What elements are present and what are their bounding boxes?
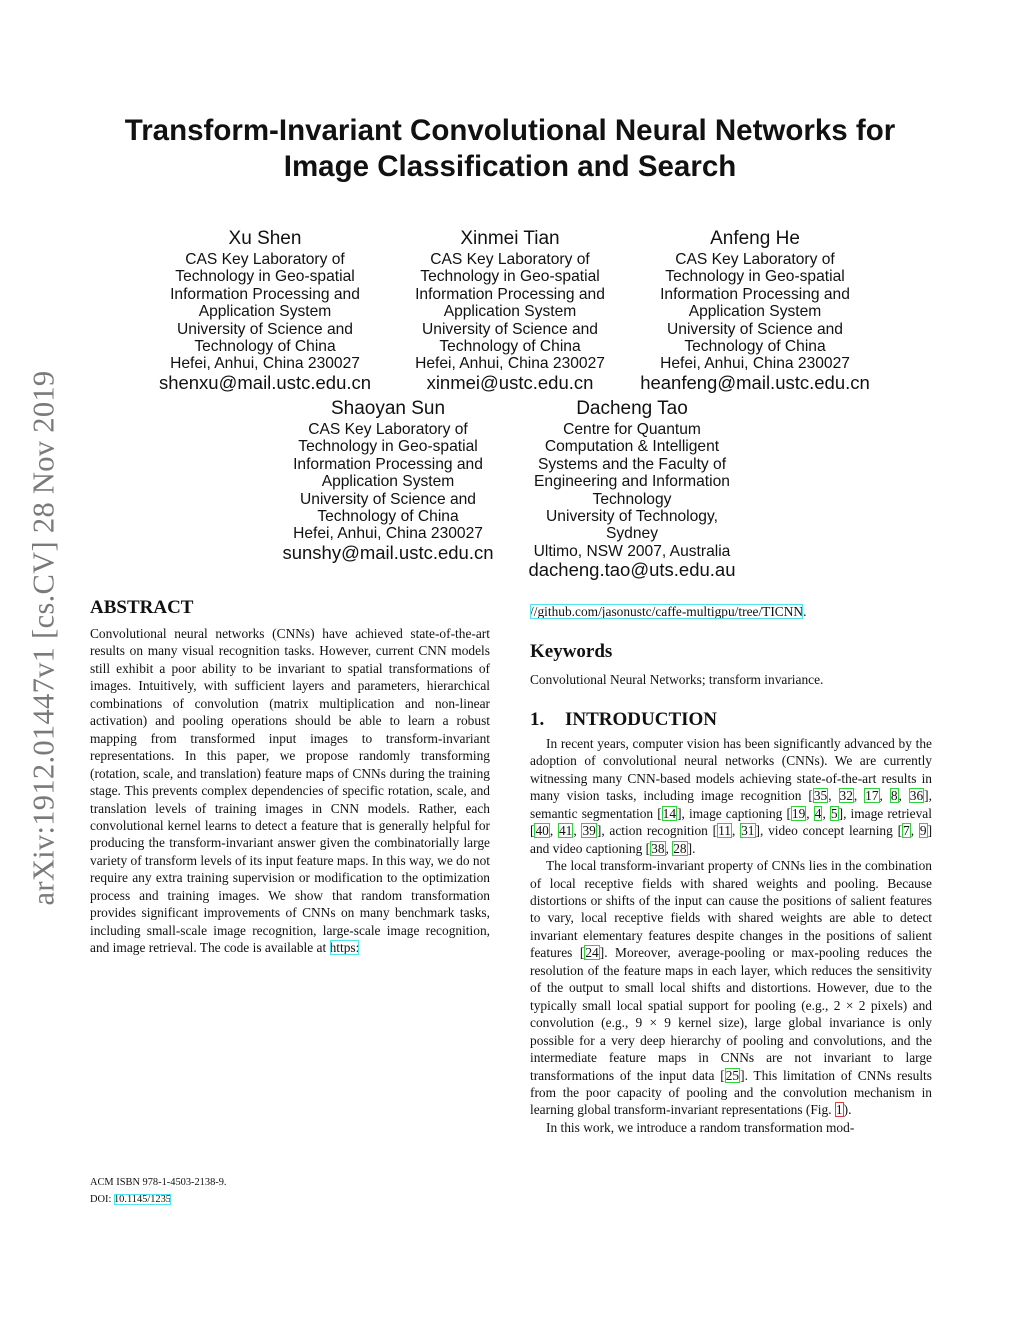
citation[interactable]: 25 (725, 1067, 740, 1083)
figure-reference[interactable]: 1 (835, 1102, 843, 1118)
author-name: Xu Shen (228, 228, 302, 249)
title-line-2: Image Classification and Search (283, 150, 737, 183)
affiliation-line: Application System (443, 303, 577, 321)
author-name: Dacheng Tao (576, 398, 688, 419)
text-run: , image retrieval (843, 805, 932, 821)
citation[interactable]: 41 (558, 823, 573, 839)
affiliation-line: Technology in Geo-spatial (175, 268, 355, 286)
affiliation-line: Engineering and Information (534, 473, 730, 491)
citation[interactable]: 40 (535, 823, 549, 839)
affiliation-line: Centre for Quantum (563, 421, 701, 438)
affiliation-line: University of Science and (422, 320, 598, 338)
affiliation-line: Technology in Geo-spatial (420, 268, 600, 286)
arxiv-identifier-stamp: arXiv:1912.01447v1 [cs.CV] 28 Nov 2019 (26, 370, 61, 906)
author-name: Xinmei Tian (460, 228, 560, 249)
text-run: , action recognition (601, 823, 713, 839)
author-email[interactable]: sunshy@mail.ustc.edu.cn (282, 541, 494, 563)
abstract-heading: ABSTRACT (90, 597, 194, 618)
author-block-xu-shen (150, 228, 380, 393)
affiliation-line: Information Processing and (170, 285, 360, 303)
footnote (90, 1174, 470, 1208)
text-run: . This limitation of CNNs results from the poor capacity of pooling and the convolution mechanism in learning global transform-invariant representations (Fig. (530, 1067, 932, 1118)
author-email[interactable]: shenxu@mail.ustc.edu.cn (158, 371, 372, 393)
author-block-shaoyan-sun (273, 398, 503, 563)
citation[interactable]: 4 (814, 805, 822, 821)
affiliation-line: CAS Key Laboratory of (308, 421, 468, 438)
isbn-line: ACM ISBN 978-1-4503-2138-9. (90, 1177, 227, 1188)
affiliation-line: Hefei, Anhui, China 230027 (293, 525, 483, 543)
text-run: and video captioning (530, 840, 646, 856)
affiliation-line: Hefei, Anhui, China 230027 (660, 355, 850, 373)
citation[interactable]: 28 (673, 840, 687, 856)
text-run: ). (843, 1102, 852, 1118)
author-name: Shaoyan Sun (330, 398, 446, 419)
text-run: , video concept learning (759, 823, 898, 839)
affiliation-line: Technology of China (439, 338, 581, 356)
abstract-text: Convolutional neural networks (CNNs) have achieved state-of-the-art results on many visual recognition tasks. However, current CNN models still exhibit a poor ability to be invariant to spatial transformations of images. Intuitively, with sufficient layers and parameters, hierarchical combinations of convolution (matrix multiplication and non-linear activation) and pooling operations should be able to learn a robust mapping from transformed input images to transform-invariant representations. In this paper, we propose randomly transforming (rotation, scale, and translation) feature maps of CNNs during the training stage. This prevents complex dependencies of specific rotation, scale, and translation levels of training images in CNN models. Rather, each convolutional kernel learns to detect a feature that is generally helpful for producing the transform-invariant answer given the combinatorially large variety of transform levels of its input feature maps. In this way, we do not require any extra training supervision or modification to the optimization process and training images. We show that random transformation provides significant improvements of CNNs on many benchmark tasks, including small-scale image recognition, large-scale image recognition, and image retrieval. The code is available at (90, 626, 491, 956)
affiliation-line: Technology of China (317, 508, 459, 526)
citation[interactable]: 7 (903, 823, 910, 839)
citation[interactable]: 36 (909, 788, 924, 804)
code-link-part2[interactable]: //github.com/jasonustc/caffe-multigpu/tree/TICNN (530, 604, 804, 619)
affiliation-line: CAS Key Laboratory of (430, 251, 590, 268)
author-email[interactable]: dacheng.tao@uts.edu.au (528, 559, 736, 581)
affiliation-line: Hefei, Anhui, China 230027 (170, 355, 360, 373)
text-run: , image captioning (681, 805, 787, 821)
author-block-dacheng-tao (517, 398, 747, 580)
citation[interactable]: 17 (865, 788, 879, 804)
intro-paragraph-1: In recent years, computer vision has been significantly advanced by the adoption of convolutional neural networks (CNNs). We are currently witnessing many CNN-based models achieving state-of-the-art results in many vision tasks, including image recognition [35, 32, 17, 8, 36], semantic segmentation [14], image captioning [19, 4, 5], image retrieval [40, 41, 39], action recognition [11, 31], video concept learning [7, 9] and video captioning [38, 28]. (530, 735, 933, 856)
right-column (530, 603, 932, 1136)
text-run: . (692, 840, 696, 856)
citation[interactable]: 19 (791, 805, 806, 821)
paper-title (90, 113, 930, 185)
affiliation-line: Hefei, Anhui, China 230027 (415, 355, 605, 373)
affiliation-line: Sydney (605, 525, 658, 543)
citation[interactable]: 14 (662, 805, 677, 821)
affiliation-line: University of Technology, (546, 508, 718, 526)
citation[interactable]: 39 (582, 823, 596, 839)
author-name: Anfeng He (710, 228, 800, 249)
affiliation-line: Computation & Intelligent (544, 438, 720, 456)
left-column (90, 596, 490, 957)
text-run: In recent years, computer vision has been significantly advanced by the adoption of convolutional neural networks (CNNs). We are currently witnessing many CNN-based models achieving state-of-the-art results in many vision tasks, including image recognition (530, 735, 932, 804)
text-run: The local transform-invariant property of CNNs lies in the combination of local receptive fields with shared weights and pooling. Because distortions or shifts of the input can cause the positions of salient features to vary, local receptive fields with shared weights are able to detect invariant elementary features despite changes in the positions of salient features (530, 858, 932, 961)
affiliation-line: CAS Key Laboratory of (185, 251, 345, 268)
affiliation-line: CAS Key Laboratory of (675, 251, 835, 268)
citation[interactable]: 38 (651, 840, 665, 856)
citation[interactable]: 5 (830, 805, 838, 821)
code-link-period: . (803, 604, 807, 619)
author-email[interactable]: heanfeng@mail.ustc.edu.cn (640, 371, 870, 393)
affiliation-line: University of Science and (177, 320, 353, 338)
affiliation-line: Information Processing and (660, 285, 850, 303)
affiliation-line: Technology of China (684, 338, 826, 356)
citation[interactable]: 24 (585, 945, 599, 961)
citation[interactable]: 31 (741, 823, 755, 839)
citation[interactable]: 32 (839, 788, 853, 804)
intro-paragraph-3: In this work, we introduce a random transformation mod- (546, 1119, 855, 1135)
citation[interactable]: 35 (813, 788, 828, 804)
citation[interactable]: 11 (718, 823, 731, 839)
section-number: 1. (530, 708, 545, 730)
author-block-xinmei-tian (395, 228, 625, 393)
text-run: . Moreover, average-pooling or max-pooling reduces the resolution of the feature maps in each layer, which reduces the sensitivity of the output to small local shifts and distortions. However, due to the typically small local spatial support for pooling (e.g., 2 × 2 pixels) and convolution (e.g., 9 × 9 kernel size), large global invariance is only possible for a very deep hierarchy of pooling and convolutions, and the intermediate feature maps in CNNs are not invariant to large transformations of the input data (530, 945, 932, 1083)
abstract-paragraph (90, 625, 490, 957)
affiliation-line: Application System (321, 473, 455, 491)
doi-line (90, 1191, 470, 1208)
code-link-continuation (530, 603, 932, 620)
title-line-1: Transform-Invariant Convolutional Neural Networks for (124, 114, 896, 147)
affiliation-line: Information Processing and (415, 285, 605, 303)
affiliation-line: University of Science and (667, 320, 843, 338)
affiliation-line: Information Processing and (293, 455, 483, 473)
affiliation-line: Technology (592, 490, 672, 508)
intro-paragraph-2: The local transform-invariant property of CNNs lies in the combination of local receptive fields with shared weights and pooling. Because distortions or shifts of the input can cause the positions of salient features to vary, local receptive fields with shared weights are able to detect invariant elementary features despite changes in the positions of salient features [24]. Moreover, average-pooling or max-pooling reduces the resolution of the feature maps in each layer, which reduces the sensitivity of the output to small local shifts and distortions. However, due to the typically small local spatial support for pooling (e.g., 2 × 2 pixels) and convolution (e.g., 9 × 9 kernel size), large global invariance is only possible for a very deep hierarchy of pooling and convolutions, and the intermediate feature maps in CNNs are not invariant to large transformations of the input data [25]. This limitation of CNNs results from the poor capacity of pooling and the convolution mechanism in learning global transform-invariant representations (Fig. 1). (530, 858, 932, 1118)
section-title: INTRODUCTION (565, 708, 718, 730)
keywords-text: Convolutional Neural Networks; transform invariance. (530, 672, 824, 688)
affiliation-line: Application System (688, 303, 822, 321)
author-email[interactable]: xinmei@ustc.edu.cn (426, 371, 594, 393)
citation[interactable]: 9 (919, 823, 927, 839)
affiliation-line: Technology of China (194, 338, 336, 356)
keywords-heading: Keywords (530, 641, 613, 663)
code-link-part1[interactable]: https: (329, 940, 360, 956)
affiliation-line: Ultimo, NSW 2007, Australia (533, 542, 731, 560)
doi-label: DOI: (90, 1194, 114, 1205)
author-block-anfeng-he (640, 228, 870, 393)
affiliation-line: University of Science and (300, 490, 476, 508)
introduction-heading (530, 708, 932, 732)
affiliation-line: Technology in Geo-spatial (665, 268, 845, 286)
affiliation-line: Application System (198, 303, 332, 321)
affiliation-line: Technology in Geo-spatial (298, 438, 478, 456)
doi-link[interactable]: 10.1145/1235 (113, 1194, 172, 1205)
citation[interactable]: 8 (890, 788, 898, 804)
affiliation-line: Systems and the Faculty of (537, 455, 727, 473)
text-run: , semantic segmentation (530, 788, 932, 821)
